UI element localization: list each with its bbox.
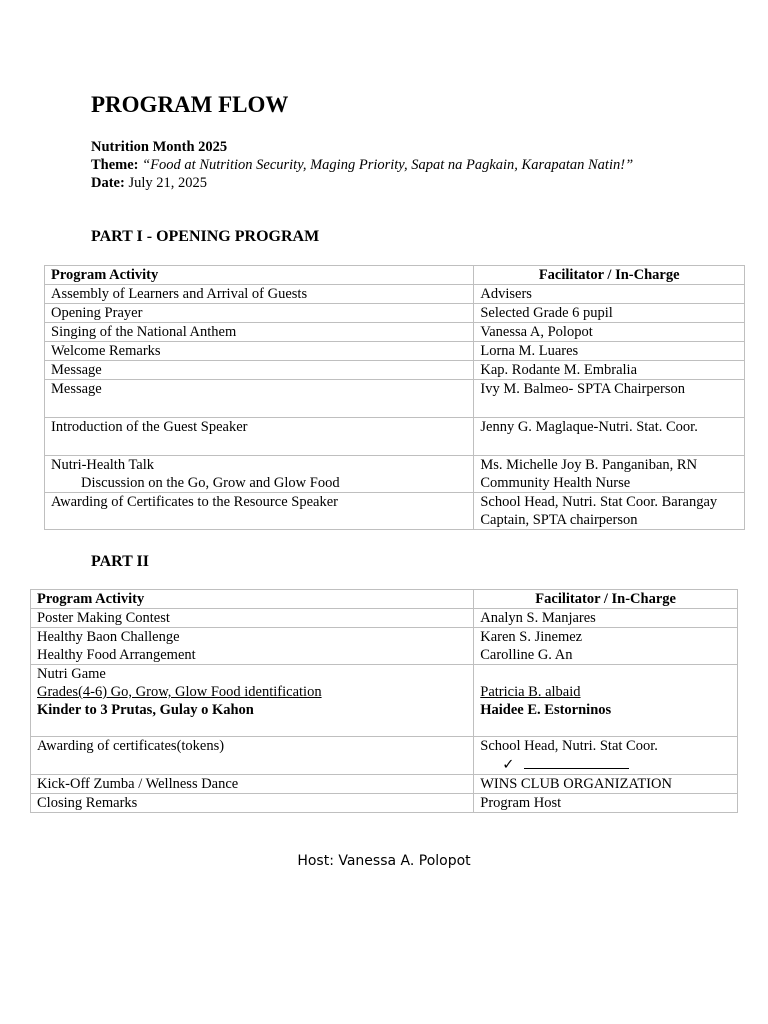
activity-text: Healthy Baon Challenge — [37, 629, 180, 645]
activity-cell: Opening Prayer — [45, 304, 474, 323]
theme-value: “Food at Nutrition Security, Maging Priority, Sapat na Pagkain, Karapatan Natin!” — [142, 157, 634, 173]
activity-cell: Message — [45, 380, 474, 418]
event-name: Nutrition Month 2025 — [91, 139, 228, 155]
table-row — [31, 737, 738, 775]
facilitator-cell: Kap. Rodante M. Embralia — [474, 361, 745, 380]
table-row — [31, 609, 738, 628]
activity-cell: Singing of the National Anthem — [45, 323, 474, 342]
activity-cell — [45, 456, 474, 493]
facilitator-subtext: Carolline G. An — [480, 647, 573, 663]
table-header-row — [45, 266, 745, 285]
activity-text: Nutri Game — [37, 666, 106, 682]
facilitator-cell: Ivy M. Balmeo- SPTA Chairperson — [474, 380, 745, 418]
table-row — [45, 342, 745, 361]
host-line: Host: Vanessa A. Polopot — [297, 853, 471, 869]
facilitator-cell: Advisers — [474, 285, 745, 304]
facilitator-cell: Lorna M. Luares — [474, 342, 745, 361]
facilitator-cell — [474, 665, 738, 737]
date-line — [91, 174, 633, 192]
activity-cell: Kick-Off Zumba / Wellness Dance — [31, 775, 474, 794]
table-row — [31, 665, 738, 737]
activity-subtext: Healthy Food Arrangement — [37, 647, 196, 663]
activity-cell: Awarding of Certificates to the Resource Speaker — [45, 493, 474, 530]
facilitator-text: Karen S. Jinemez — [480, 629, 583, 645]
table-row — [31, 794, 738, 813]
facilitator-cell: Jenny G. Maglaque-Nutri. Stat. Coor. — [474, 418, 745, 456]
facilitator-cell: School Head, Nutri. Stat Coor. Barangay Captain, SPTA chairperson — [474, 493, 745, 530]
activity-subtext: Discussion on the Go, Grow and Glow Food — [81, 475, 340, 491]
col-activity-header: Program Activity — [45, 266, 474, 285]
activity-cell: Assembly of Learners and Arrival of Guests — [45, 285, 474, 304]
facilitator-text: Patricia B. albaid — [480, 684, 581, 700]
part2-table — [30, 589, 738, 813]
activity-text: Nutri-Health Talk — [51, 457, 155, 473]
col-facilitator-header: Facilitator / In-Charge — [474, 266, 745, 285]
part1-heading: PART I - OPENING PROGRAM — [91, 228, 320, 245]
facilitator-cell: Program Host — [474, 794, 738, 813]
theme-label: Theme: — [91, 157, 139, 173]
signature-blank — [524, 755, 629, 769]
date-label: Date: — [91, 175, 125, 191]
part2-heading: PART II — [91, 553, 149, 570]
activity-subtext: Grades(4-6) Go, Grow, Glow Food identification — [37, 684, 322, 700]
activity-cell: Message — [45, 361, 474, 380]
col-facilitator-header: Facilitator / In-Charge — [474, 590, 738, 609]
activity-cell: Awarding of certificates(tokens) — [31, 737, 474, 775]
facilitator-cell — [474, 456, 745, 493]
col-activity-header: Program Activity — [31, 590, 474, 609]
part1-table — [44, 265, 745, 530]
checkmark-icon: ✓ — [502, 757, 515, 773]
table-row — [45, 304, 745, 323]
page-title: PROGRAM FLOW — [91, 92, 289, 117]
activity-cell: Closing Remarks — [31, 794, 474, 813]
activity-cell: Introduction of the Guest Speaker — [45, 418, 474, 456]
facilitator-cell — [474, 737, 738, 775]
facilitator-cell — [474, 628, 738, 665]
table-row — [45, 323, 745, 342]
activity-cell — [31, 628, 474, 665]
facilitator-cell: Vanessa A, Polopot — [474, 323, 745, 342]
facilitator-cell: WINS CLUB ORGANIZATION — [474, 775, 738, 794]
table-row — [31, 775, 738, 794]
facilitator-cell: Analyn S. Manjares — [474, 609, 738, 628]
table-row — [45, 285, 745, 304]
event-info — [91, 138, 633, 192]
checkmark-line — [480, 755, 731, 774]
table-row — [45, 380, 745, 418]
theme-line — [91, 156, 633, 174]
activity-subtext-2: Kinder to 3 Prutas, Gulay o Kahon — [37, 702, 254, 718]
facilitator-text: Ms. Michelle Joy B. Panganiban, RN — [480, 457, 698, 473]
date-value: July 21, 2025 — [128, 175, 207, 191]
table-row — [31, 628, 738, 665]
table-row — [45, 456, 745, 493]
table-header-row — [31, 590, 738, 609]
facilitator-subtext: Community Health Nurse — [480, 475, 631, 491]
activity-cell: Welcome Remarks — [45, 342, 474, 361]
table-row — [45, 493, 745, 530]
table-row — [45, 418, 745, 456]
activity-cell — [31, 665, 474, 737]
facilitator-cell: Selected Grade 6 pupil — [474, 304, 745, 323]
activity-cell: Poster Making Contest — [31, 609, 474, 628]
table-row — [45, 361, 745, 380]
facilitator-subtext: Haidee E. Estorninos — [480, 702, 612, 718]
facilitator-text: School Head, Nutri. Stat Coor. — [480, 738, 658, 754]
